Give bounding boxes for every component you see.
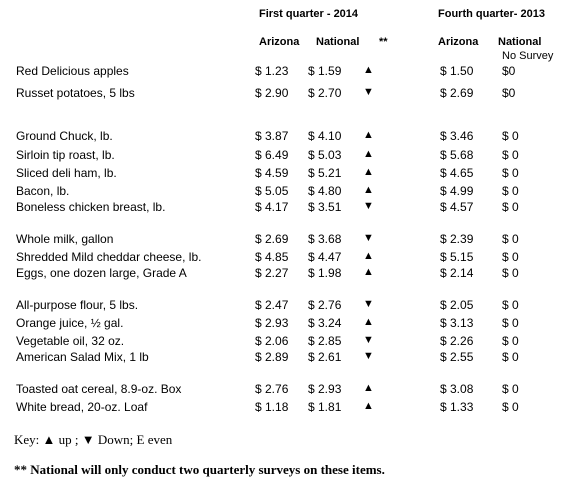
item-name: Whole milk, gallon [16,232,114,246]
q4-arizona-price: $ 2.69 [440,86,474,100]
item-name: American Salad Mix, 1 lb [16,350,149,364]
table-row [0,232,571,250]
table-row [0,316,571,334]
national-price: $ 3.51 [308,200,342,214]
national-price: $ 1.59 [308,64,342,78]
arizona-price: $ 1.18 [255,400,289,414]
q4-national-price: $ 0 [502,266,519,280]
arizona-price: $ 1.23 [255,64,289,78]
national-price: $ 2.93 [308,382,342,396]
header-fourth-quarter: Fourth quarter- 2013 [438,8,545,20]
q4-arizona-price: $ 1.33 [440,400,474,414]
national-price: $ 5.21 [308,166,342,180]
trend-arrow: ▲ [363,250,374,262]
q4-arizona-price: $ 2.55 [440,350,474,364]
arizona-price: $ 2.69 [255,232,289,246]
q4-national-price: $ 0 [502,350,519,364]
item-name: Sirloin tip roast, lb. [16,148,115,162]
national-price: $ 3.24 [308,316,342,330]
arizona-price: $ 4.17 [255,200,289,214]
q4-national-price: $ 0 [502,316,519,330]
table-row [0,129,571,147]
header-no-survey: No Survey [502,50,554,62]
trend-arrow: ▲ [363,129,374,141]
q4-arizona-price: $ 4.57 [440,200,474,214]
trend-arrow: ▲ [363,148,374,160]
national-price: $ 2.61 [308,350,342,364]
trend-arrow: ▲ [363,316,374,328]
table-row [0,382,571,400]
table-row [0,400,571,418]
q4-arizona-price: $ 5.15 [440,250,474,264]
item-name: Ground Chuck, lb. [16,129,113,143]
item-name: White bread, 20-oz. Loaf [16,400,148,414]
item-name: Toasted oat cereal, 8.9-oz. Box [16,382,182,396]
trend-arrow: ▼ [363,86,374,98]
q4-national-price: $0 [502,86,516,100]
table-row [0,64,571,82]
national-price: $ 4.10 [308,129,342,143]
trend-arrow: ▼ [363,298,374,310]
national-price: $ 4.47 [308,250,342,264]
q4-national-price: $ 0 [502,148,519,162]
trend-arrow: ▲ [363,184,374,196]
arizona-price: $ 6.49 [255,148,289,162]
national-price: $ 3.68 [308,232,342,246]
q4-national-price: $ 0 [502,184,519,198]
table-row [0,200,571,218]
q4-arizona-price: $ 1.50 [440,64,474,78]
item-name: All-purpose flour, 5 lbs. [16,298,139,312]
trend-arrow: ▲ [363,166,374,178]
national-price: $ 1.98 [308,266,342,280]
table-row [0,148,571,166]
q4-arizona-price: $ 3.46 [440,129,474,143]
national-price: $ 2.85 [308,334,342,348]
q4-national-price: $ 0 [502,232,519,246]
header-q4-national: National [498,36,542,48]
footnote: ** National will only conduct two quarterly surveys on these items. [14,462,385,477]
arizona-price: $ 2.76 [255,382,289,396]
national-price: $ 5.03 [308,148,342,162]
q4-arizona-price: $ 2.05 [440,298,474,312]
q4-arizona-price: $ 3.13 [440,316,474,330]
arizona-price: $ 2.27 [255,266,289,280]
q4-arizona-price: $ 2.14 [440,266,474,280]
q4-arizona-price: $ 4.99 [440,184,474,198]
header-asterisks: ** [379,36,388,48]
arizona-price: $ 2.93 [255,316,289,330]
q4-national-price: $0 [502,64,516,78]
arizona-price: $ 4.85 [255,250,289,264]
header-national: National [316,36,360,48]
q4-national-price: $ 0 [502,250,519,264]
q4-arizona-price: $ 5.68 [440,148,474,162]
q4-national-price: $ 0 [502,298,519,312]
item-name: Eggs, one dozen large, Grade A [16,266,187,280]
trend-arrow: ▲ [363,382,374,394]
item-name: Boneless chicken breast, lb. [16,200,166,214]
q4-arizona-price: $ 4.65 [440,166,474,180]
header-first-quarter: First quarter - 2014 [259,8,359,20]
q4-national-price: $ 0 [502,400,519,414]
table-row [0,266,571,284]
item-name: Vegetable oil, 32 oz. [16,334,125,348]
item-name: Russet potatoes, 5 lbs [16,86,135,100]
table-row [0,350,571,368]
national-price: $ 2.70 [308,86,342,100]
q4-arizona-price: $ 3.08 [440,382,474,396]
trend-arrow: ▼ [363,334,374,346]
trend-arrow: ▲ [363,64,374,76]
item-name: Sliced deli ham, lb. [16,166,117,180]
q4-national-price: $ 0 [502,166,519,180]
trend-arrow: ▼ [363,200,374,212]
arizona-price: $ 4.59 [255,166,289,180]
q4-arizona-price: $ 2.26 [440,334,474,348]
arizona-price: $ 3.87 [255,129,289,143]
national-price: $ 1.81 [308,400,342,414]
item-name: Orange juice, ½ gal. [16,316,124,330]
q4-national-price: $ 0 [502,200,519,214]
arizona-price: $ 2.89 [255,350,289,364]
header-arizona: Arizona [259,36,300,48]
q4-national-price: $ 0 [502,129,519,143]
arizona-price: $ 2.06 [255,334,289,348]
arizona-price: $ 2.47 [255,298,289,312]
header-q4-arizona: Arizona [438,36,479,48]
table-row [0,86,571,104]
trend-arrow: ▼ [363,232,374,244]
item-name: Red Delicious apples [16,64,129,78]
national-price: $ 2.76 [308,298,342,312]
national-price: $ 4.80 [308,184,342,198]
q4-arizona-price: $ 2.39 [440,232,474,246]
legend-key: Key: ▲ up ; ▼ Down; E even [14,432,173,447]
q4-national-price: $ 0 [502,382,519,396]
arizona-price: $ 2.90 [255,86,289,100]
item-name: Bacon, lb. [16,184,70,198]
table-row [0,166,571,184]
table-row [0,298,571,316]
arizona-price: $ 5.05 [255,184,289,198]
trend-arrow: ▲ [363,400,374,412]
q4-national-price: $ 0 [502,334,519,348]
item-name: Shredded Mild cheddar cheese, lb. [16,250,202,264]
trend-arrow: ▼ [363,350,374,362]
trend-arrow: ▲ [363,266,374,278]
